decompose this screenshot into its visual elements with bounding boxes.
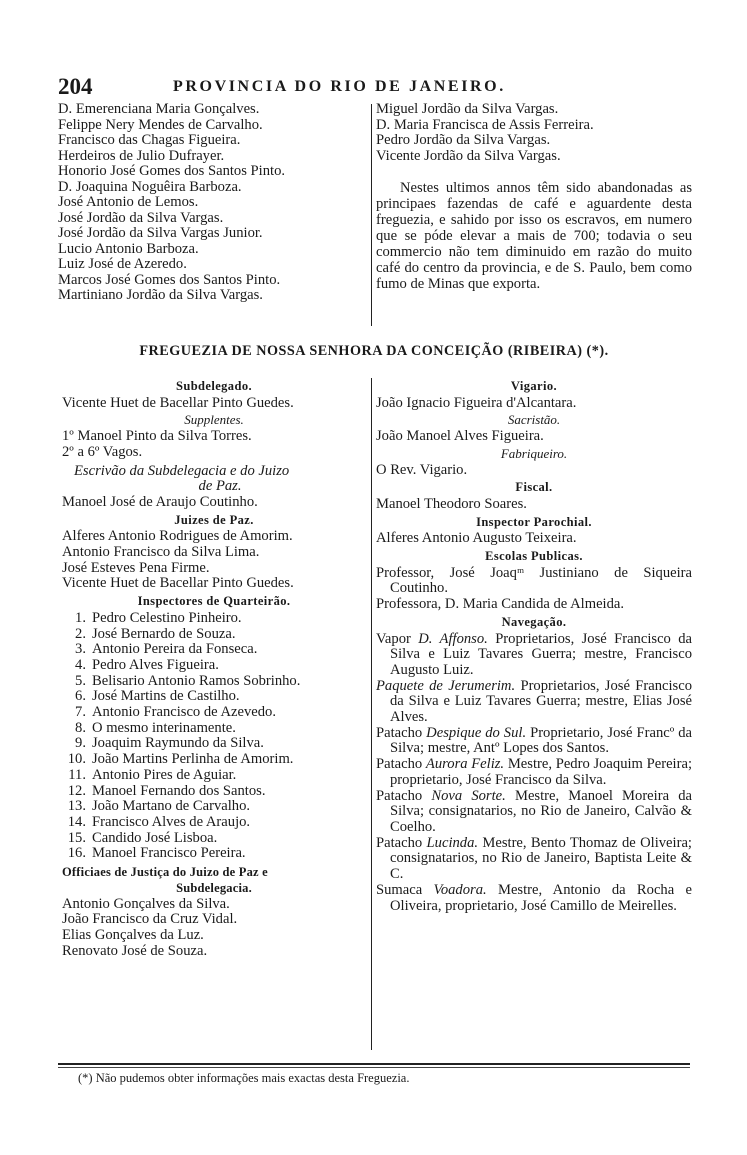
item-name: Pedro Celestino Pinheiro.	[92, 609, 242, 626]
professor-entry: Professor, José Joaqᵐ Justiniano de Siqueira Coutinho.	[376, 564, 692, 597]
vigario-heading: Vigario.	[510, 379, 558, 393]
escrivao-heading-line: de Paz.	[198, 478, 242, 495]
vessel-kind: Vapor	[376, 630, 411, 647]
item-number: 11.	[68, 766, 86, 783]
vessel-kind: Patacho	[376, 787, 423, 804]
vigario-name: João Ignacio Figueira d'Alcantara.	[376, 394, 577, 411]
officiaes-heading-line: Subdelegacia.	[176, 880, 252, 895]
sacristao-heading: Sacristão.	[507, 412, 561, 428]
list-item: Marcos José Gomes dos Santos Pinto.	[58, 271, 281, 288]
professora-entry: Professora, D. Maria Candida de Almeida.	[376, 596, 625, 613]
item-name: Antonio Pires de Aguiar.	[92, 766, 237, 783]
list-item: Alferes Antonio Rodrigues de Amorim.	[62, 528, 293, 545]
item-name: Manoel Francisco Pereira.	[92, 845, 246, 862]
column-divider-bottom	[371, 378, 372, 1050]
fiscal-heading: Fiscal.	[515, 480, 553, 495]
vessel-details: Mestre, Bento Thomaz de Oliveira; consignatarios, no Rio de Janeiro, Baptista Leite & C.	[390, 834, 692, 883]
supplentes-heading: Supplentes.	[184, 412, 244, 428]
juizes-heading: Juizes de Paz.	[174, 512, 254, 527]
list-item	[62, 689, 366, 705]
vessel-name: Lucinda.	[426, 834, 479, 851]
list-item: João Francisco da Cruz Vidal.	[62, 911, 238, 928]
list-item: Honorio José Gomes dos Santos Pinto.	[58, 163, 286, 179]
list-item: Martiniano Jordão da Silva Vargas.	[58, 287, 263, 303]
list-item: José Jordão da Silva Vargas.	[58, 209, 224, 226]
page-number: 204	[58, 74, 93, 99]
commerce-paragraph: Nestes ultimos annos têm sido abandonadas as principaes fazendas de café e aguardente desta freguezia, e sahido por isso os escravos, em numero que se póde elevar a mais de 700; todavia o seu commercio não tem diminuido em razão do muito café do centro da provincia, e de S. Paulo, bem como fumo de Minas que exporta.	[376, 180, 692, 292]
vessel-kind: Paquete de	[376, 677, 443, 694]
officiaes-heading	[62, 865, 366, 896]
list-item: Miguel Jordão da Silva Vargas.	[376, 101, 559, 117]
list-item	[62, 784, 366, 800]
list-item	[62, 736, 366, 752]
list-item: Antonio Gonçalves da Silva.	[62, 895, 230, 912]
vessel-name: Nova Sorte.	[431, 787, 506, 804]
escrivao-heading	[62, 464, 366, 495]
list-item: Elias Gonçalves da Luz.	[62, 926, 204, 943]
list-item: D. Maria Francisca de Assis Ferreira.	[376, 116, 594, 133]
officials-right-column	[376, 377, 692, 914]
item-number: 6.	[75, 688, 86, 705]
item-number: 14.	[67, 813, 86, 830]
list-item: Pedro Jordão da Silva Vargas.	[376, 132, 551, 148]
item-name: Francisco Alves de Araujo.	[92, 813, 251, 830]
vessel-kind: Patacho	[376, 834, 423, 851]
item-name: Antonio Pereira da Fonseca.	[92, 641, 258, 658]
sacristao-name: João Manoel Alves Figueira.	[376, 428, 544, 445]
item-name: Antonio Francisco de Azevedo.	[92, 704, 276, 721]
fiscal-name: Manoel Theodoro Soares.	[376, 495, 527, 512]
item-number: 4.	[75, 656, 86, 673]
navegacao-heading: Navegação.	[501, 614, 567, 629]
column-divider-top	[371, 104, 372, 326]
list-item	[62, 658, 366, 674]
list-item	[62, 642, 366, 658]
supplente-line: 2º a 6º Vagos.	[62, 443, 143, 460]
list-item: D. Joaquina Noguêira Barboza.	[58, 178, 242, 195]
list-item	[62, 799, 366, 815]
list-item: Vicente Jordão da Silva Vargas.	[376, 147, 561, 164]
footnote-rule-thin	[58, 1067, 690, 1068]
item-name: Candido José Lisboa.	[92, 829, 218, 846]
inspector-parochial-heading: Inspector Parochial.	[476, 514, 592, 529]
running-title: PROVINCIA DO RIO DE JANEIRO.	[173, 78, 506, 95]
list-item	[62, 846, 366, 862]
escrivao-name: Manoel José de Araujo Coutinho.	[62, 493, 258, 510]
vessel-entry	[376, 632, 692, 679]
vessel-entry	[376, 789, 692, 836]
vessel-details: Mestre, Antonio da Rocha e Oliveira, proprietario, José Camillo de Meirelles.	[390, 881, 692, 914]
list-item	[62, 705, 366, 721]
top-right-column	[376, 102, 692, 292]
list-item	[62, 768, 366, 784]
inspector-parochial-name: Alferes Antonio Augusto Teixeira.	[376, 530, 577, 547]
item-number: 2.	[75, 625, 86, 642]
vessel-details: Mestre, Manoel Moreira da Silva; consignatarios, no Rio de Janeiro, Calvão & Coelho.	[390, 787, 692, 835]
list-item	[62, 721, 366, 737]
item-number: 13.	[67, 798, 86, 815]
page-header	[58, 74, 688, 102]
item-number: 9.	[75, 735, 86, 752]
vessel-kind: Patacho	[376, 756, 423, 773]
list-item: Vicente Huet de Bacellar Pinto Guedes.	[62, 575, 294, 592]
vessel-entry	[376, 883, 692, 914]
vessel-entry	[376, 836, 692, 883]
list-item	[62, 831, 366, 847]
vessel-kind: Sumaca	[376, 881, 423, 898]
list-item: D. Emerenciana Maria Gonçalves.	[58, 101, 260, 117]
officiaes-heading-line: Officiaes de Justiça do Juizo de Paz e	[62, 865, 268, 880]
item-name: João Martins Perlinha de Amorim.	[92, 751, 294, 768]
list-item	[62, 611, 366, 627]
list-item: José Jordão da Silva Vargas Junior.	[58, 225, 263, 241]
vessel-name: Aurora Feliz.	[425, 756, 505, 773]
list-item: Francisco das Chagas Figueira.	[58, 132, 241, 148]
vessel-kind: Patacho	[376, 724, 423, 741]
list-item	[62, 815, 366, 831]
item-number: 7.	[75, 704, 86, 721]
vessel-name: Despique do Sul.	[426, 724, 527, 741]
item-number: 5.	[75, 672, 86, 689]
section-title: FREGUEZIA DE NOSSA SENHORA DA CONCEIÇÃO (RIBEIRA) (*).	[139, 343, 609, 359]
item-name: José Bernardo de Souza.	[92, 625, 236, 642]
list-item: Herdeiros de Julio Dufrayer.	[58, 147, 225, 164]
item-name: Pedro Alves Figueira.	[92, 656, 219, 673]
footnote-rule	[58, 1063, 690, 1065]
list-item	[62, 627, 366, 643]
vessel-name: D. Affonso.	[418, 630, 488, 647]
item-number: 10.	[67, 751, 86, 768]
item-number: 3.	[75, 641, 86, 658]
vessel-name: Voadora.	[433, 881, 487, 898]
list-item: Lucio Antonio Barboza.	[58, 240, 199, 257]
item-name: João Martano de Carvalho.	[92, 798, 251, 815]
item-number: 1.	[75, 609, 86, 626]
vessel-details: Proprietarios, José Francisco da Silva e Luiz Tavares Guerra; mestre, Francisco Augusto Luiz.	[390, 630, 692, 678]
item-name: Manoel Fernando dos Santos.	[92, 782, 266, 799]
supplente-line: 1º Manoel Pinto da Silva Torres.	[62, 428, 252, 445]
vessel-details: Proprietario, José Francº da Silva; mestre, Antº Lopes dos Santos.	[390, 724, 692, 757]
list-item: Renovato José de Souza.	[62, 942, 208, 959]
footnote: (*) Não pudemos obter informações mais exactas desta Freguezia.	[78, 1071, 410, 1085]
escolas-heading: Escolas Publicas.	[485, 549, 583, 564]
fabriqueiro-heading: Fabriqueiro.	[500, 445, 568, 461]
vessel-details: Proprietarios, José Francisco da Silva e Luiz Tavares Guerra; mestre, Elias José Alves.	[390, 677, 692, 726]
item-number: 15.	[67, 829, 86, 846]
vessel-name: Jerumerim.	[448, 677, 516, 694]
vessel-entry	[376, 679, 692, 726]
vessel-entry	[376, 726, 692, 757]
item-name: José Martins de Castilho.	[92, 688, 240, 705]
list-item: Luiz José de Azeredo.	[58, 256, 187, 272]
item-name: Belisario Antonio Ramos Sobrinho.	[92, 672, 301, 689]
list-item	[62, 752, 366, 768]
inspectores-heading: Inspectores de Quarteirão.	[137, 594, 291, 609]
item-number: 16.	[67, 845, 86, 862]
list-item: Felippe Nery Mendes de Carvalho.	[58, 116, 263, 133]
fabriqueiro-name: O Rev. Vigario.	[376, 461, 468, 478]
item-number: 8.	[75, 719, 86, 736]
top-left-name-list	[58, 102, 368, 304]
list-item: José Esteves Pena Firme.	[62, 559, 210, 576]
officials-left-column	[62, 377, 366, 959]
item-number: 12.	[67, 782, 86, 799]
list-item: Antonio Francisco da Silva Lima.	[62, 544, 260, 561]
subdelegado-heading: Subdelegado.	[175, 379, 252, 393]
escrivao-heading-line: Escrivão da Subdelegacia e do Juizo	[74, 462, 290, 479]
vessel-details: Mestre, Pedro Joaquim Pereira; proprietario, José Francisco da Silva.	[390, 756, 692, 788]
item-name: Joaquim Raymundo da Silva.	[92, 735, 264, 752]
subdelegado-name: Vicente Huet de Bacellar Pinto Guedes.	[62, 394, 294, 411]
item-name: O mesmo interinamente.	[92, 719, 236, 736]
vessel-entry	[376, 757, 692, 788]
list-item: José Antonio de Lemos.	[58, 194, 199, 210]
list-item	[62, 674, 366, 690]
